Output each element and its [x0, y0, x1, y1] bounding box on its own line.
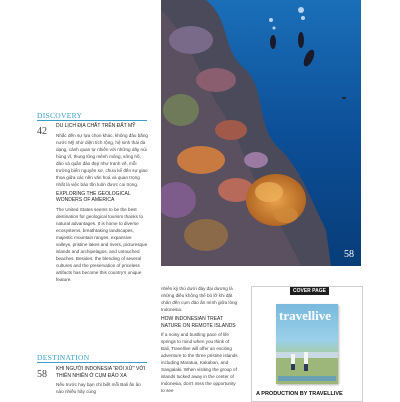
destination-column: [56, 366, 148, 398]
destination-vn-heading: KHI NGƯỜI INDONESIA "ĐỔI XỬ" VỚI THIÊN NHIÊN Ở CỤM ĐẢO XA: [56, 366, 146, 379]
destination-rule: [37, 362, 147, 363]
discovery-en-body: The United States seems to be the best destination for geological tourism thanks to natural advantages. It is home to diverse ecosystems, breathtaking landscapes, majestic mountain ranges, expansive valleys, pristine lakes and rivers, picturesque islands and archipelagos, and untouched beaches. Besides, the blending of several cultures and the preservation of priceless artifacts has become this country's unique feature.: [56, 206, 148, 282]
reef-illustration: [161, 0, 361, 266]
production-credit: A PRODUCTION BY TRAVELLIVE: [256, 391, 343, 397]
photo-page-number: 58: [344, 249, 354, 260]
destination-vn-body: Nếu trước hay bạn chỉ biết mỗi Bali ấn âo nào nhiều hãy cùng: [56, 382, 141, 394]
middle-column: [161, 285, 239, 397]
middle-en-heading: HOW INDONESIAN TREAT NATURE ON REMOTE ISLANDS: [161, 316, 236, 329]
middle-en-body: If a noisy and bustling pace of life springs to mind when you think of Bali, Travellive will offer an exciting adventure to the three pristine islands including Maratua, Kakaban, and Sangalaki. When visiting the group of islands tucked away in the center of Indonesia, don't miss the opportunity to see: [161, 332, 238, 393]
discovery-label: DISCOVERY: [37, 111, 83, 120]
cover-page-tag: COVER PAGE: [290, 287, 329, 295]
discovery-page-number: 42: [37, 126, 47, 137]
cover-subtitle-bar: [278, 376, 336, 390]
cover-subtitle: Sounds & Landscapes: [280, 386, 311, 390]
cover-masthead: travellive: [279, 308, 331, 323]
destination-page-number: 58: [37, 369, 47, 380]
cover-page-box: [251, 286, 363, 402]
discovery-vn-heading: DU LỊCH ĐỊA CHẤT TRÊN ĐẤT MỸ: [56, 123, 136, 129]
cover-scene: [276, 304, 338, 384]
discovery-column: [56, 123, 148, 286]
middle-vn-text: nhiên kỳ thú dưới đáy đại dương là những điều không thể bỏ lỡ khi đặt chân đến cụm đảo ấn mình giữa lòng Indonesia.: [161, 286, 238, 312]
discovery-rule: [37, 120, 147, 121]
magazine-cover-image: [276, 304, 338, 390]
discovery-vn-body: Nhắc đến sự lựa chọn khác, không đâu bằng nước Mỹ nhờ diện tích rộng, hệ sinh thái đa dạng, cảnh quan tự nhiên với những dãy núi hùng vĩ, thung lũng mênh mông, sông hồ, đảo và quần đảo đẹp như tranh vẽ, mỗi trường biển nguyên sơ, chưa kể đến sự giao thoa giữa các nền văn hoá và quan trọng nhất là việc bảo tồn luôn được coi trọng.: [56, 132, 148, 187]
destination-label: DESTINATION: [37, 353, 90, 362]
discovery-en-heading: EXPLORING THE GEOLOGICAL WONDERS OF AMERICA: [56, 190, 131, 203]
underwater-reef-photo: [161, 0, 361, 266]
